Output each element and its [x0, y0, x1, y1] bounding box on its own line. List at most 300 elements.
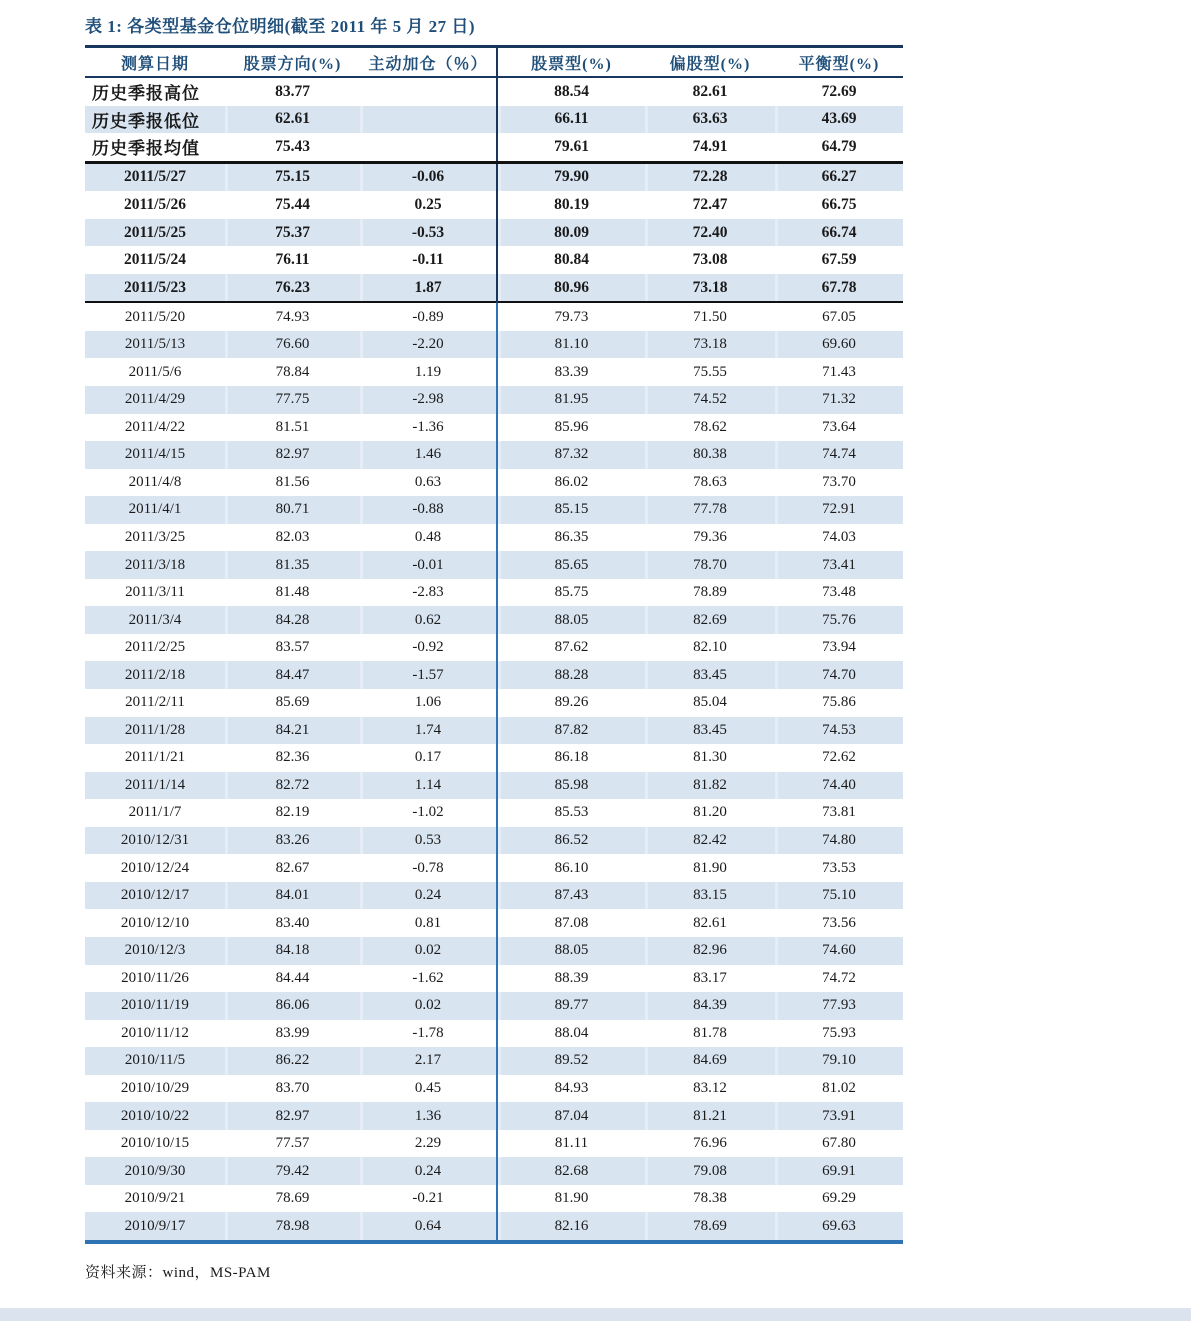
value-cell: 78.69	[645, 1212, 775, 1242]
value-cell: 82.36	[275, 749, 310, 766]
report-table-block	[85, 15, 903, 1282]
date-cell: 2010/11/5	[85, 1047, 225, 1075]
value-cell: 82.03	[275, 529, 310, 546]
value-cell: 89.77	[497, 992, 645, 1020]
value-cell: 84.21	[225, 717, 360, 745]
table-row	[85, 744, 903, 772]
date-cell: 2011/2/18	[85, 661, 225, 689]
value-cell: 72.28	[645, 162, 775, 191]
value-cell: 88.05	[497, 606, 645, 634]
value-cell: 85.53	[554, 804, 589, 821]
value-cell: 78.84	[275, 363, 310, 380]
value-cell: 89.26	[554, 694, 589, 711]
value-cell: 74.80	[775, 827, 903, 855]
value-cell: 81.95	[497, 386, 645, 414]
value-cell: 83.40	[275, 914, 310, 931]
value-cell: 83.12	[693, 1079, 727, 1096]
date-cell: 2011/5/24	[123, 251, 186, 269]
value-cell: 86.35	[554, 529, 589, 546]
value-cell: 81.35	[225, 551, 360, 579]
value-cell: 83.39	[554, 363, 589, 380]
value-cell: 75.15	[225, 162, 360, 191]
value-cell: 0.25	[360, 191, 497, 219]
value-cell: 80.19	[554, 195, 589, 213]
value-cell: 73.81	[822, 804, 856, 821]
value-cell: 84.28	[225, 606, 360, 634]
value-cell	[360, 77, 497, 106]
table-row	[85, 965, 903, 993]
date-cell: 2010/11/12	[121, 1024, 189, 1041]
value-cell: 2.29	[360, 1130, 497, 1158]
value-cell: 83.26	[225, 827, 360, 855]
table-row	[85, 661, 903, 689]
table-row	[85, 882, 903, 910]
col-header-stock-direction: 股票方向(%)	[225, 47, 360, 78]
value-cell: 82.97	[225, 441, 360, 469]
value-cell: 0.45	[360, 1075, 497, 1103]
value-cell: 82.97	[225, 1102, 360, 1130]
value-cell: 73.94	[822, 639, 856, 656]
value-cell: 0.02	[360, 992, 497, 1020]
value-cell: 1.46	[360, 441, 497, 469]
value-cell: 85.75	[554, 584, 589, 601]
value-cell: -0.88	[360, 496, 497, 524]
date-cell: 2010/12/24	[120, 859, 190, 876]
col-header-stock-type: 股票型(%)	[497, 47, 645, 78]
table-header	[85, 47, 903, 78]
value-cell: 62.61	[225, 106, 360, 134]
value-cell: 72.40	[645, 219, 775, 247]
value-cell: 67.05	[822, 308, 856, 325]
value-cell: 82.42	[645, 827, 775, 855]
value-cell: -0.89	[360, 302, 497, 331]
value-cell: 67.59	[821, 251, 857, 269]
bottom-strip	[0, 1308, 1191, 1321]
value-cell: 85.65	[497, 551, 645, 579]
table-row	[85, 386, 903, 414]
value-cell: 86.52	[497, 827, 645, 855]
table-row	[85, 219, 903, 247]
value-cell: 74.40	[775, 772, 903, 800]
value-cell: 86.22	[225, 1047, 360, 1075]
value-cell: 82.96	[645, 937, 775, 965]
value-cell: 81.20	[693, 804, 727, 821]
value-cell: 75.43	[275, 137, 310, 155]
value-cell: -0.01	[360, 551, 497, 579]
value-cell: 0.64	[360, 1212, 497, 1242]
date-cell: 2011/5/25	[85, 219, 225, 247]
value-cell: 74.53	[775, 717, 903, 745]
value-cell: 81.56	[275, 473, 310, 490]
value-cell: 78.38	[693, 1190, 727, 1207]
value-cell: 73.70	[822, 473, 856, 490]
value-cell: 74.91	[692, 137, 728, 155]
table-row	[85, 191, 903, 219]
value-cell: 83.57	[275, 639, 310, 656]
fund-position-table	[85, 45, 903, 1244]
table-row	[85, 274, 903, 303]
table-row	[85, 579, 903, 607]
value-cell: 79.42	[225, 1157, 360, 1185]
value-cell: 1.19	[360, 358, 497, 386]
value-cell: 81.10	[497, 331, 645, 359]
value-cell: 74.03	[822, 529, 856, 546]
table-row	[85, 827, 903, 855]
col-header-balanced-type: 平衡型(%)	[775, 47, 903, 78]
value-cell: 81.02	[822, 1079, 856, 1096]
value-cell: 86.06	[225, 992, 360, 1020]
value-cell: 88.39	[554, 969, 589, 986]
value-cell: 83.45	[645, 661, 775, 689]
section-history	[85, 302, 903, 1242]
value-cell: 74.70	[775, 661, 903, 689]
table-row	[85, 1185, 903, 1213]
value-cell: 75.10	[775, 882, 903, 910]
data-source: 资料来源：wind，MS-PAM	[85, 1264, 271, 1281]
value-cell: 81.82	[645, 772, 775, 800]
value-cell: 75.93	[822, 1024, 856, 1041]
value-cell: 82.19	[275, 804, 310, 821]
table-row	[85, 496, 903, 524]
value-cell: 84.44	[275, 969, 310, 986]
table-row	[85, 414, 903, 442]
date-cell: 2010/12/31	[85, 827, 225, 855]
date-cell: 2011/4/29	[85, 386, 225, 414]
value-cell: 74.93	[275, 308, 310, 325]
value-cell: 83.77	[275, 82, 310, 100]
value-cell: 75.44	[275, 195, 310, 213]
value-cell: 69.29	[822, 1190, 856, 1207]
value-cell: 85.69	[275, 694, 310, 711]
value-cell: 83.17	[693, 969, 727, 986]
value-cell: 0.24	[360, 882, 497, 910]
value-cell: 83.45	[645, 717, 775, 745]
value-cell: 0.62	[360, 606, 497, 634]
value-cell: -0.11	[360, 246, 497, 274]
value-cell: 0.48	[360, 524, 497, 552]
value-cell: 78.62	[693, 418, 727, 435]
value-cell: 67.78	[775, 274, 903, 303]
value-cell: 1.36	[360, 1102, 497, 1130]
value-cell: -0.53	[360, 219, 497, 247]
table-row	[85, 1157, 903, 1185]
date-cell: 2010/11/26	[121, 969, 189, 986]
value-cell: 87.82	[497, 717, 645, 745]
value-cell: 67.80	[822, 1135, 856, 1152]
value-cell: 86.10	[554, 859, 589, 876]
value-cell: -0.21	[360, 1185, 497, 1213]
value-cell: 87.08	[554, 914, 589, 931]
value-cell: 0.24	[360, 1157, 497, 1185]
table-row	[85, 854, 903, 882]
table-row	[85, 133, 903, 162]
date-cell: 2011/4/8	[128, 473, 182, 490]
value-cell: 87.62	[554, 639, 589, 656]
value-cell: 83.99	[275, 1024, 310, 1041]
date-cell: 2011/3/18	[85, 551, 225, 579]
value-cell: 0.17	[360, 744, 497, 772]
value-cell: 74.74	[775, 441, 903, 469]
value-cell: -1.78	[360, 1020, 497, 1048]
date-cell: 2011/1/14	[85, 772, 225, 800]
date-cell: 2011/5/27	[85, 162, 225, 191]
date-cell: 2011/5/20	[124, 308, 186, 325]
value-cell: 78.63	[693, 473, 727, 490]
date-cell: 2010/12/3	[85, 937, 225, 965]
date-cell: 2010/10/15	[120, 1135, 190, 1152]
value-cell: 1.06	[360, 689, 497, 717]
table-row	[85, 772, 903, 800]
date-cell: 2010/9/21	[124, 1190, 186, 1207]
value-cell: 76.96	[693, 1135, 727, 1152]
value-cell: -2.98	[360, 386, 497, 414]
date-cell: 2011/3/4	[85, 606, 225, 634]
value-cell: 87.04	[497, 1102, 645, 1130]
value-cell: 73.08	[692, 251, 728, 269]
table-row	[85, 524, 903, 552]
value-cell: 69.91	[775, 1157, 903, 1185]
value-cell: 73.48	[822, 584, 856, 601]
table-row	[85, 689, 903, 717]
value-cell: 79.61	[554, 137, 589, 155]
value-cell: 77.93	[775, 992, 903, 1020]
value-cell: 81.90	[554, 1190, 589, 1207]
value-cell: 82.16	[497, 1212, 645, 1242]
date-cell: 2011/4/22	[124, 418, 186, 435]
value-cell: -0.92	[360, 634, 497, 662]
value-cell: 82.72	[225, 772, 360, 800]
value-cell: 64.79	[821, 137, 857, 155]
value-cell: 76.60	[225, 331, 360, 359]
col-header-active-change: 主动加仓（％）	[360, 47, 497, 78]
date-cell: 2011/5/6	[128, 363, 182, 380]
value-cell: 71.32	[775, 386, 903, 414]
value-cell: 74.72	[822, 969, 856, 986]
value-cell: 81.48	[275, 584, 310, 601]
table-row	[85, 469, 903, 497]
value-cell: 0.53	[360, 827, 497, 855]
value-cell: 89.52	[497, 1047, 645, 1075]
value-cell: 66.75	[821, 195, 857, 213]
date-cell: 2011/2/25	[124, 639, 186, 656]
table-row	[85, 302, 903, 331]
date-cell: 2011/5/13	[85, 331, 225, 359]
value-cell: 84.18	[225, 937, 360, 965]
value-cell: 63.63	[645, 106, 775, 134]
table-row	[85, 77, 903, 106]
value-cell: 79.10	[775, 1047, 903, 1075]
value-cell: 75.37	[225, 219, 360, 247]
value-cell: 66.11	[497, 106, 645, 134]
value-cell: -1.57	[360, 661, 497, 689]
value-cell: -1.36	[360, 414, 497, 442]
table-row	[85, 246, 903, 274]
table-row	[85, 441, 903, 469]
value-cell: 78.89	[693, 584, 727, 601]
value-cell: 77.78	[645, 496, 775, 524]
value-cell: 76.11	[275, 251, 310, 269]
date-cell: 2011/2/11	[125, 694, 185, 711]
col-header-date: 测算日期	[85, 47, 225, 78]
value-cell: 84.01	[225, 882, 360, 910]
value-cell: -0.78	[360, 854, 497, 882]
date-cell: 历史季报高位	[92, 84, 200, 104]
date-cell: 2011/4/15	[85, 441, 225, 469]
value-cell: 73.56	[822, 914, 856, 931]
value-cell: 69.63	[775, 1212, 903, 1242]
value-cell: 81.21	[645, 1102, 775, 1130]
table-row	[85, 162, 903, 191]
value-cell: 72.69	[821, 82, 857, 100]
value-cell: -2.83	[360, 579, 497, 607]
value-cell: 81.11	[554, 1135, 589, 1152]
date-cell: 历史季报均值	[92, 139, 200, 159]
date-cell: 2011/1/28	[85, 717, 225, 745]
value-cell: 87.32	[497, 441, 645, 469]
table-row	[85, 717, 903, 745]
value-cell: 66.27	[775, 162, 903, 191]
section-recent	[85, 162, 903, 302]
table-title: 表 1: 各类型基金仓位明细(截至 2011 年 5 月 27 日)	[85, 17, 476, 36]
value-cell: 1.74	[360, 717, 497, 745]
value-cell: 75.55	[693, 363, 727, 380]
value-cell: 85.04	[693, 694, 727, 711]
value-cell: 82.10	[693, 639, 727, 656]
value-cell: 73.18	[645, 274, 775, 303]
date-cell: 2010/9/30	[85, 1157, 225, 1185]
value-cell: 79.08	[645, 1157, 775, 1185]
value-cell: 81.78	[693, 1024, 727, 1041]
value-cell: 74.60	[775, 937, 903, 965]
value-cell: 83.70	[275, 1079, 310, 1096]
value-cell: 88.05	[497, 937, 645, 965]
value-cell: 73.91	[775, 1102, 903, 1130]
value-cell: 79.90	[497, 162, 645, 191]
value-cell: 1.87	[360, 274, 497, 303]
date-cell: 2010/12/10	[120, 914, 190, 931]
table-row	[85, 551, 903, 579]
value-cell: 72.62	[822, 749, 856, 766]
table-row	[85, 1075, 903, 1103]
value-cell: 81.51	[275, 418, 310, 435]
value-cell: 0.63	[360, 469, 497, 497]
table-row	[85, 331, 903, 359]
value-cell: 84.69	[645, 1047, 775, 1075]
table-row	[85, 1047, 903, 1075]
value-cell: 74.52	[645, 386, 775, 414]
date-cell: 2010/10/29	[120, 1079, 190, 1096]
value-cell: 79.73	[554, 308, 589, 325]
value-cell: 78.98	[225, 1212, 360, 1242]
date-cell: 2011/1/7	[128, 804, 182, 821]
value-cell: -1.62	[360, 965, 497, 993]
table-row	[85, 1130, 903, 1158]
value-cell: 0.81	[360, 909, 497, 937]
value-cell: 78.69	[275, 1190, 310, 1207]
header-row	[85, 47, 903, 78]
value-cell: 71.50	[693, 308, 727, 325]
value-cell: 84.39	[645, 992, 775, 1020]
value-cell: 80.38	[645, 441, 775, 469]
section-summary	[85, 77, 903, 162]
value-cell: -1.02	[360, 799, 497, 827]
table-row	[85, 909, 903, 937]
table-row	[85, 937, 903, 965]
value-cell: 88.54	[554, 82, 589, 100]
value-cell: 73.18	[645, 331, 775, 359]
value-cell: 78.70	[645, 551, 775, 579]
value-cell: -2.20	[360, 331, 497, 359]
value-cell: 84.47	[225, 661, 360, 689]
value-cell: 82.68	[497, 1157, 645, 1185]
value-cell: 85.15	[497, 496, 645, 524]
value-cell: 87.43	[497, 882, 645, 910]
table-row	[85, 992, 903, 1020]
value-cell: 88.28	[497, 661, 645, 689]
value-cell: 72.47	[692, 195, 728, 213]
value-cell: 82.61	[693, 914, 727, 931]
date-cell: 2011/1/21	[124, 749, 186, 766]
value-cell: 81.90	[693, 859, 727, 876]
value-cell: 77.57	[275, 1135, 310, 1152]
value-cell: 86.18	[554, 749, 589, 766]
date-cell: 历史季报低位	[85, 106, 225, 134]
value-cell: 80.71	[225, 496, 360, 524]
value-cell: 84.93	[554, 1079, 589, 1096]
value-cell: 71.43	[822, 363, 856, 380]
value-cell: 43.69	[775, 106, 903, 134]
date-cell: 2011/3/25	[124, 529, 186, 546]
value-cell: 85.98	[497, 772, 645, 800]
value-cell: 66.74	[775, 219, 903, 247]
date-cell: 2011/5/26	[123, 195, 186, 213]
date-cell: 2010/12/17	[85, 882, 225, 910]
value-cell: 1.14	[360, 772, 497, 800]
value-cell: 73.64	[822, 418, 856, 435]
value-cell: 79.36	[693, 529, 727, 546]
value-cell: 83.15	[645, 882, 775, 910]
date-cell: 2011/4/1	[85, 496, 225, 524]
value-cell: 82.69	[645, 606, 775, 634]
value-cell: -0.06	[360, 162, 497, 191]
date-cell: 2011/3/11	[125, 584, 185, 601]
value-cell: 82.67	[275, 859, 310, 876]
value-cell: 82.61	[692, 82, 728, 100]
value-cell: 73.53	[822, 859, 856, 876]
value-cell: 69.60	[775, 331, 903, 359]
date-cell: 2010/11/19	[85, 992, 225, 1020]
date-cell: 2011/5/23	[85, 274, 225, 303]
table-row	[85, 606, 903, 634]
value-cell: 0.02	[360, 937, 497, 965]
value-cell: 75.86	[822, 694, 856, 711]
table-row	[85, 799, 903, 827]
value-cell: 75.76	[775, 606, 903, 634]
value-cell: 77.75	[225, 386, 360, 414]
table-row	[85, 1212, 903, 1242]
value-cell: 2.17	[360, 1047, 497, 1075]
date-cell: 2010/9/17	[85, 1212, 225, 1242]
table-row	[85, 1020, 903, 1048]
value-cell	[360, 106, 497, 134]
value-cell: 88.04	[554, 1024, 589, 1041]
table-row	[85, 358, 903, 386]
value-cell: 76.23	[225, 274, 360, 303]
value-cell: 80.84	[554, 251, 589, 269]
value-cell: 80.09	[497, 219, 645, 247]
date-cell: 2010/10/22	[85, 1102, 225, 1130]
value-cell: 80.96	[497, 274, 645, 303]
